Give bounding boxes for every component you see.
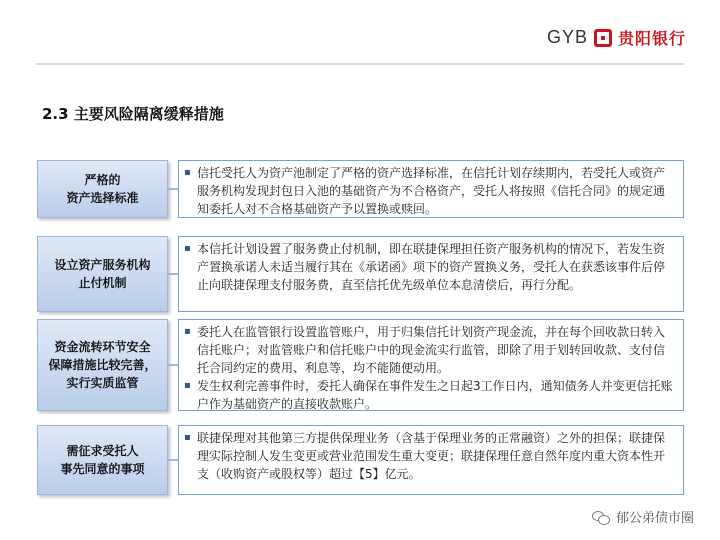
measure-content (178, 425, 684, 495)
bank-logo (547, 26, 686, 49)
measure-content (178, 236, 684, 312)
measure-row (37, 319, 687, 411)
logo-mark-icon (594, 29, 612, 47)
header-divider (36, 63, 684, 65)
measure-row (37, 236, 687, 312)
measure-label: 资金流转环节安全 保障措施比较完善， 实行实质监管 (37, 319, 168, 411)
watermark (592, 507, 694, 526)
measure-content (178, 319, 684, 411)
measure-label: 严格的 资产选择标准 (37, 160, 168, 218)
measure-bullet: ▪ 发生权利完善事件时，委托人确保在事件发生之日起3工作日内，通知债务人并变更信托账户作为基础资产的直接收款账户。 (197, 377, 675, 413)
header (0, 0, 720, 64)
watermark-text: 郁公弟债市圈 (615, 511, 694, 526)
row-connector (168, 273, 178, 275)
page-title: 2.3 主要风险隔离缓释措施 (42, 105, 224, 123)
measure-bullet: ▪ 委托人在监管银行设置监管账户，用于归集信托计划资产现金流，并在每个回收款日转入信托账户；对监管账户和信托账户中的现金流实行监管，即除了用于划转回收款、支付信托合同约定的费用、利息等，均不能随便动用。 (197, 323, 675, 377)
measure-content (178, 160, 684, 218)
row-connector (168, 364, 178, 366)
row-connector (168, 188, 178, 190)
measure-label: 设立资产服务机构 止付机制 (37, 236, 168, 312)
measure-row (37, 425, 687, 495)
logo-code: GYB (546, 27, 588, 47)
measure-bullet: ▪ 本信托计划设置了服务费止付机制，即在联捷保理担任资产服务机构的情况下，若发生资产置换承诺人未适当履行其在《承诺函》项下的资产置换义务，受托人在获悉该事件后停止向联捷保理支付服务费，直至信托优先级单位本息清偿后，再行分配。 (197, 240, 675, 294)
wechat-icon (592, 510, 610, 524)
measure-bullet: ▪ 联捷保理对其他第三方提供保理业务（含基于保理业务的正常融资）之外的担保；联捷保理实际控制人发生变更或营业范围发生重大变更；联捷保理任意自然年度内重大资本性开支（收购资产或股权等）超过【5】亿元。 (197, 429, 675, 483)
row-connector (168, 459, 178, 461)
measure-label: 需征求受托人 事先同意的事项 (37, 425, 168, 495)
measure-bullet: ▪ 信托受托人为资产池制定了严格的资产选择标准，在信托计划存续期内，若受托人或资产服务机构发现封包日入池的基础资产为不合格资产，受托人将按照《信托合同》的规定通知委托人对不合格基础资产予以置换或赎回。 (197, 164, 675, 218)
logo-name: 贵阳银行 (617, 29, 686, 48)
measure-row (37, 160, 687, 218)
